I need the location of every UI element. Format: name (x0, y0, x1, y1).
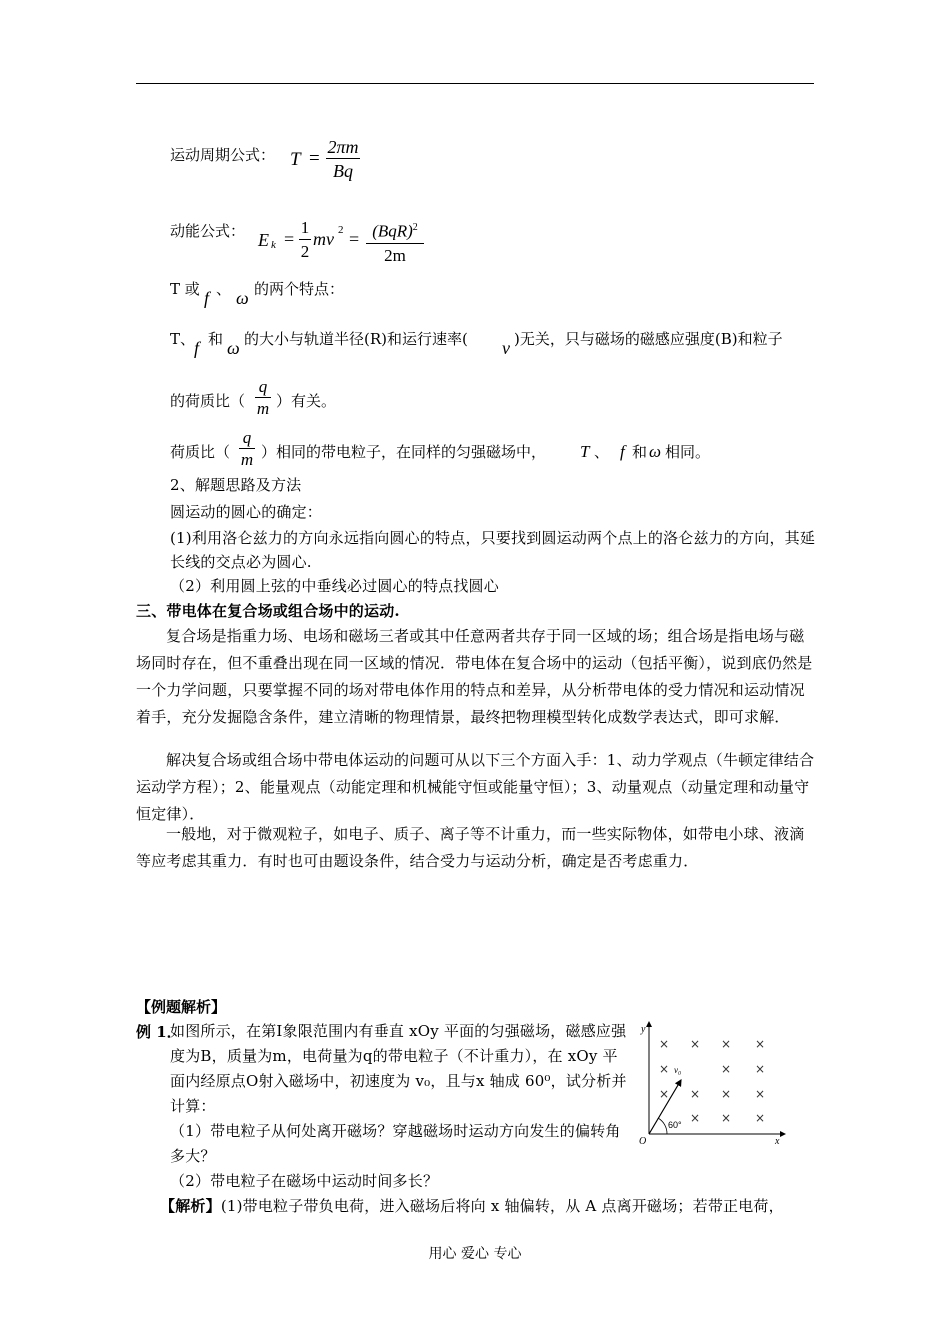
ke-half-fraction (299, 217, 311, 264)
method-sub: 圆运动的圆心的确定： (170, 503, 323, 521)
period-denominator: Bq (333, 161, 353, 181)
period-symbol: T (290, 149, 301, 170)
features-line4-e: 相同。 (665, 443, 711, 461)
features-intro-f: f (204, 288, 210, 308)
period-fraction (326, 136, 360, 183)
features-line2-v: v (502, 338, 510, 358)
field-mark: × (755, 1087, 766, 1101)
angle-label: 60° (668, 1120, 682, 1130)
features-line2-f: f (194, 338, 200, 358)
features-line3-a: 的荷质比（ (170, 392, 246, 410)
field-mark: × (690, 1087, 701, 1101)
example-question-1: （1）带电粒子从何处离开磁场？穿越磁场时运动方向发生的偏转角多大？ (170, 1122, 621, 1165)
field-mark: × (755, 1111, 766, 1125)
features-line4-T: T (580, 442, 590, 461)
features-intro-b: 的两个特点： (254, 280, 345, 298)
field-mark: × (721, 1111, 732, 1125)
features-line3-q: q (258, 377, 268, 396)
field-mark: × (755, 1062, 766, 1076)
features-line4-omega: ω (649, 442, 662, 461)
field-mark: × (659, 1087, 670, 1101)
period-label: 运动周期公式： (170, 146, 276, 164)
analysis-text: (1)带电粒子带负电荷，进入磁场后将向 x 轴偏转，从 A 点离开磁场；若带正电荷， (220, 1197, 784, 1215)
ke-mv-square: 2 (338, 224, 344, 236)
period-numerator: 2πm (327, 137, 359, 157)
ke-numerator-2: (BqR) (372, 221, 413, 241)
field-mark: × (721, 1087, 732, 1101)
y-axis-label: y (641, 1024, 646, 1035)
ke-denominator-2: 2m (384, 245, 406, 265)
example-text: 如图所示，在第Ⅰ象限范围内有垂直 xOy 平面的匀强磁场，磁感应强度为B，质量为m，电荷量为q的带电粒子（不计重力），在 xOy 平面内经原点O射入磁场中，初速度为 v₀，且与x 轴成 60⁰，试分析并计算： (170, 1022, 627, 1115)
features-line4-m: m (240, 450, 254, 469)
analysis-label: 【解析】 (160, 1197, 221, 1215)
field-mark: × (659, 1062, 670, 1076)
features-intro-omega: ω (236, 288, 249, 308)
field-mark: × (659, 1037, 670, 1051)
ke-equals-1: = (284, 229, 295, 249)
method-block (170, 472, 816, 526)
field-diagram (637, 1018, 789, 1148)
method-item-1: (1)利用洛仑兹力的方向永远指向圆心的特点，只要找到圆运动两个点上的洛仑兹力的方向，其延长线的交点必为圆心. (170, 529, 816, 571)
method-heading: 2、解题思路及方法 (170, 476, 302, 494)
example-question-2: （2）带电粒子在磁场中运动时间多长？ (170, 1172, 439, 1190)
ke-symbol: E (258, 230, 269, 250)
features-line4-fraction (239, 428, 255, 471)
ke-mv: mv (313, 229, 334, 249)
section3-paragraph-2: 解决复合场或组合场中带电体运动的问题可从以下三个方面入手：1、动力学观点（牛顿定律结合运动学方程）；2、能量观点（动能定理和机械能守恒或能量守恒）；3、动量观点（动量定理和动量守恒定律）． (136, 751, 815, 823)
features-line2-c: )无关，只与磁场的磁感应强度(B)和粒子 (514, 330, 783, 348)
features-line4-c: 、 (594, 443, 610, 461)
field-mark: × (755, 1037, 766, 1051)
page-footer: 用心 爱心 专心 (428, 1246, 522, 1262)
velocity-label: v₀ (674, 1065, 682, 1075)
example-label: 例 1． (136, 1023, 182, 1041)
features-line3-b: ）有关。 (276, 392, 337, 410)
features-intro-sep: 、 (216, 280, 232, 298)
field-mark: × (690, 1037, 701, 1051)
features-line4-a: 荷质比（ (170, 443, 231, 461)
ke-fraction-2 (366, 217, 424, 268)
method-item-2: （2）利用圆上弦的中垂线必过圆心的特点找圆心 (170, 577, 499, 595)
ke-half-numerator: 1 (300, 218, 310, 237)
features-line2-a: T、 (170, 330, 196, 348)
field-marks (659, 1037, 765, 1125)
example-analysis (160, 1194, 820, 1219)
ke-label: 动能公式： (170, 222, 246, 240)
features-intro-a: T 或 (170, 280, 200, 298)
features-line4-q: q (242, 428, 252, 447)
origin-label: O (639, 1136, 647, 1147)
example-header: 【例题解析】 (136, 998, 227, 1016)
field-mark: × (690, 1111, 701, 1125)
ke-half-denominator: 2 (300, 242, 310, 261)
x-axis-label: x (775, 1136, 780, 1147)
section3-paragraph-1: 复合场是指重力场、电场和磁场三者或其中任意两者共存于同一区域的场；组合场是指电场与磁场同时存在，但不重叠出现在同一区域的情况．带电体在复合场中的运动（包括平衡），说到底仍然是一个力学问题，只要掌握不同的场对带电体作用的特点和差异，从分析带电体的受力情况和运动情况着手，充分发掘隐含条件，建立清晰的物理情景，最终把物理模型转化成数学表达式，即可求解． (136, 627, 813, 726)
header-rule (136, 83, 814, 84)
ke-numerator-2-square: 2 (412, 222, 418, 233)
ke-subscript: k (271, 239, 276, 251)
features-line3-m: m (256, 399, 270, 418)
features-line2-and: 和 (208, 330, 224, 348)
features-line2-b: 的大小与轨道半径(R)和运行速率( (244, 330, 468, 348)
features-line4-b: ）相同的带电粒子，在同样的匀强磁场中， (261, 443, 547, 461)
ke-equals-2: = (349, 229, 360, 249)
angle-arc (658, 1118, 667, 1134)
field-mark: × (721, 1037, 732, 1051)
features-line4-d: 和 (632, 443, 648, 461)
period-equals: = (309, 148, 320, 169)
features-line4-f: f (620, 442, 625, 461)
field-mark: × (721, 1062, 732, 1076)
features-line2-omega: ω (227, 338, 240, 358)
magnetic-field-figure (637, 1018, 789, 1148)
features-line3-fraction (255, 377, 271, 420)
section3-title: 三、带电体在复合场或组合场中的运动. (136, 602, 400, 620)
section3-paragraph-3: 一般地，对于微观粒子，如电子、质子、离子等不计重力，而一些实际物体，如带电小球、液滴等应考虑其重力．有时也可由题设条件，结合受力与运动分析，确定是否考虑重力． (136, 825, 805, 870)
